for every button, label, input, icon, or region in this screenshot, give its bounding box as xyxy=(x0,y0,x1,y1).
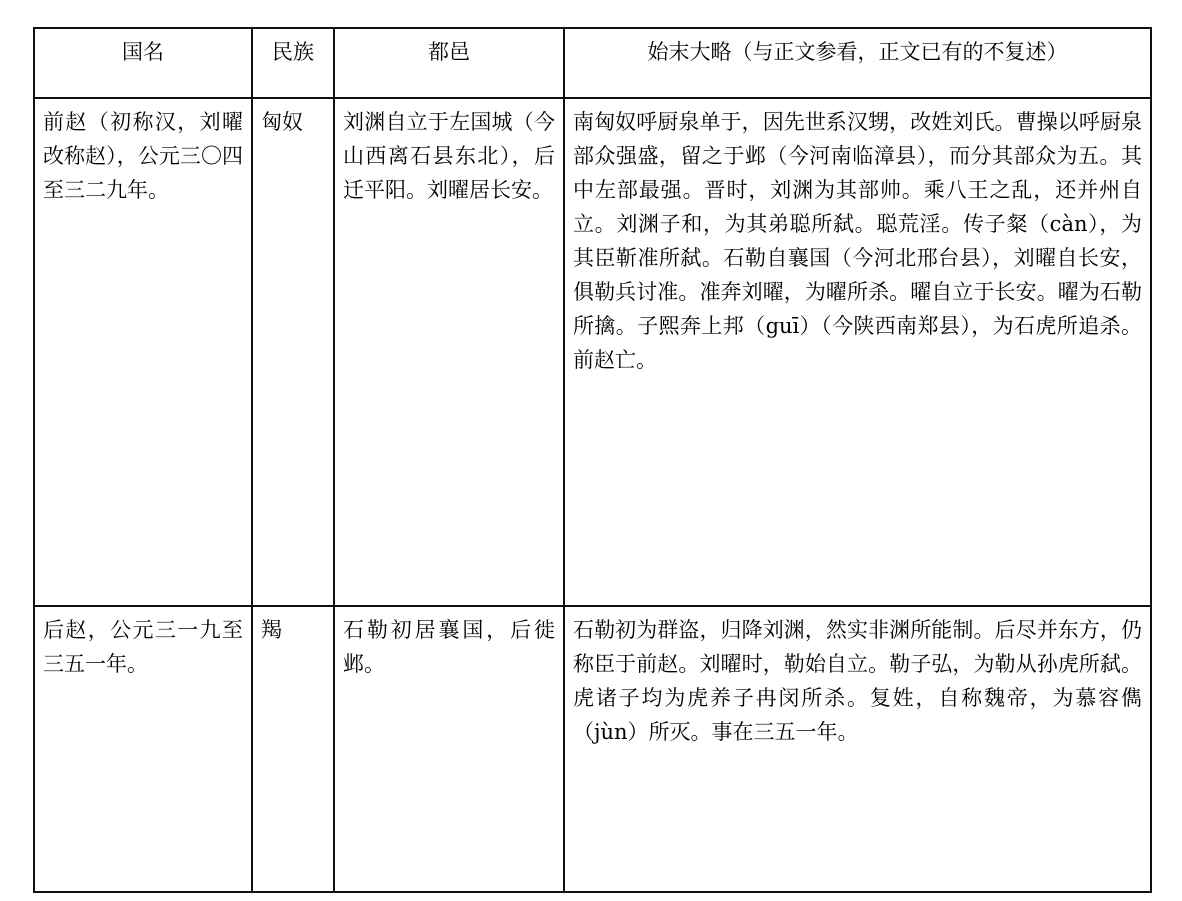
cell-capital xyxy=(334,98,564,606)
country-name-text: 后赵，公元三一九至三五一年。 xyxy=(43,618,243,677)
cell-summary xyxy=(564,98,1151,606)
cell-ethnicity xyxy=(252,606,334,892)
country-name-text: 前赵（初称汉，刘曜改称赵），公元三〇四至三二九年。 xyxy=(43,110,243,203)
table-header-row xyxy=(34,28,1151,98)
column-header-ethnicity: 民族 xyxy=(252,28,334,98)
cell-country-name xyxy=(34,98,252,606)
sixteen-kingdoms-table xyxy=(33,27,1152,893)
ethnicity-text: 羯 xyxy=(261,618,282,642)
table-header xyxy=(34,28,1151,98)
column-header-capital: 都邑 xyxy=(334,28,564,98)
cell-capital xyxy=(334,606,564,892)
capital-text: 刘渊自立于左国城（今山西离石县东北），后迁平阳。刘曜居长安。 xyxy=(343,110,555,203)
table-body xyxy=(34,98,1151,892)
capital-text: 石勒初居襄国，后徙邺。 xyxy=(343,618,555,677)
table-row xyxy=(34,98,1151,606)
cell-ethnicity xyxy=(252,98,334,606)
column-header-summary: 始末大略（与正文参看，正文已有的不复述） xyxy=(564,28,1151,98)
table-row xyxy=(34,606,1151,892)
cell-summary xyxy=(564,606,1151,892)
summary-text: 石勒初为群盗，归降刘渊，然实非渊所能制。后尽并东方，仍称臣于前赵。刘曜时，勒始自立。勒子弘，为勒从孙虎所弑。虎诸子均为虎养子冉闵所杀。复姓，自称魏帝，为慕容儁（jùn）所灭。事在三五一年。 xyxy=(573,618,1142,745)
column-header-country-name: 国名 xyxy=(34,28,252,98)
summary-text: 南匈奴呼厨泉单于，因先世系汉甥，改姓刘氏。曹操以呼厨泉部众强盛，留之于邺（今河南临漳县），而分其部众为五。其中左部最强。晋时，刘渊为其部帅。乘八王之乱，还并州自立。刘渊子和，为其弟聪所弑。聪荒淫。传子粲（càn），为其臣靳准所弑。石勒自襄国（今河北邢台县），刘曜自长安，俱勒兵讨准。准奔刘曜，为曜所杀。曜自立于长安。曜为石勒所擒。子熙奔上邦（guī）（今陕西南郑县），为石虎所追杀。前赵亡。 xyxy=(573,110,1142,373)
ethnicity-text: 匈奴 xyxy=(261,110,303,134)
cell-country-name xyxy=(34,606,252,892)
